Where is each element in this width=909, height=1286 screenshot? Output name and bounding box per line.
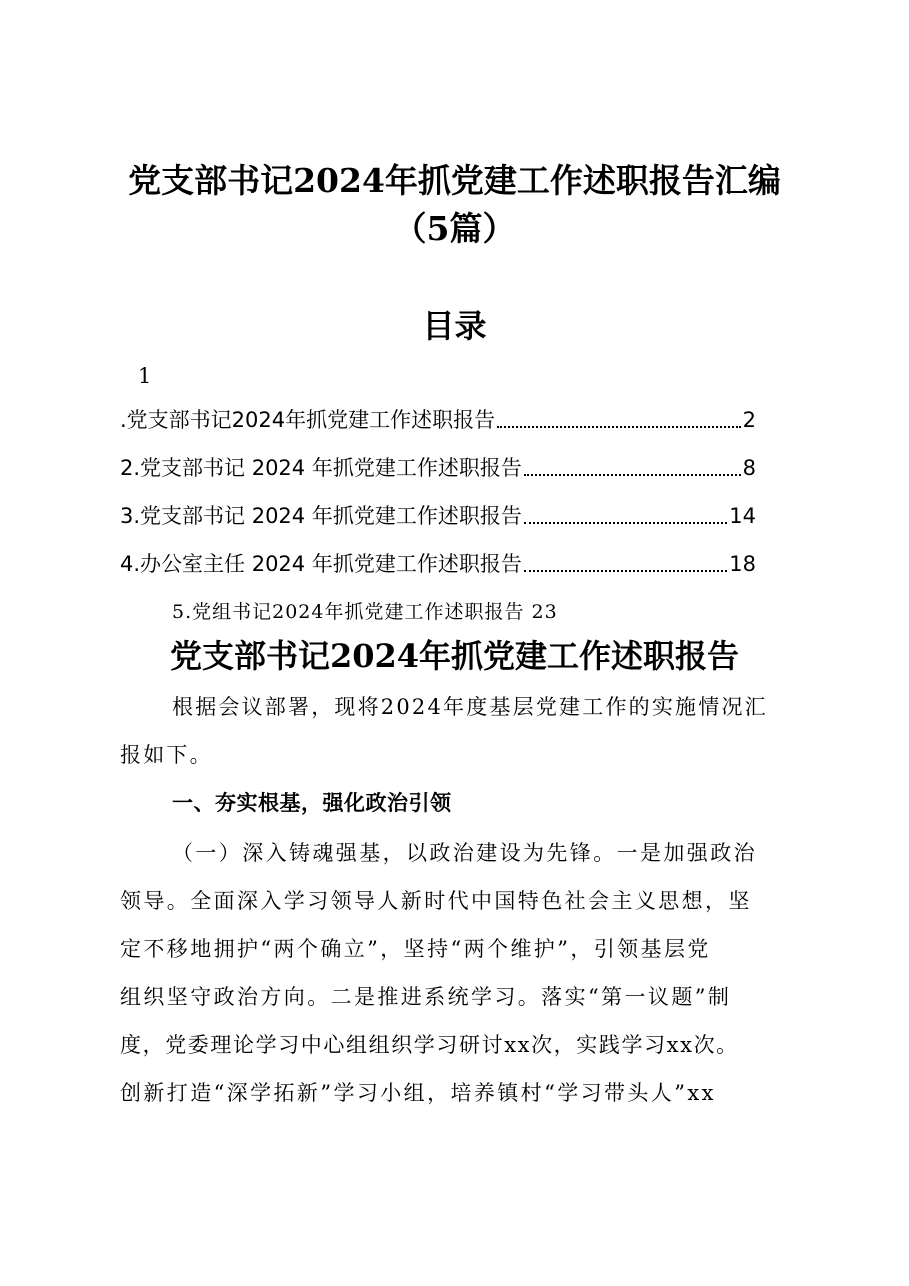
toc-entry[interactable] — [120, 453, 756, 483]
toc-entry-title: 4.办公室主任 2024 年抓党建工作述职报告 — [120, 552, 522, 576]
toc-entry[interactable] — [120, 501, 756, 531]
toc-entry[interactable] — [120, 549, 756, 579]
toc-first-number: 1 — [138, 364, 152, 388]
section-title: 党支部书记2024年抓党建工作述职报告 — [169, 637, 740, 675]
toc-entry-page: 14 — [729, 504, 756, 528]
body-line: 组织坚守政治方向。二是推进系统学习。落实“第一议题”制 — [120, 985, 732, 1009]
body-line: 定不移地拥护“两个确立”，坚持“两个维护”，引领基层党 — [120, 937, 711, 961]
body-line: （一）深入铸魂强基，以政治建设为先锋。一是加强政治 — [172, 841, 757, 865]
toc-entry-page: 18 — [729, 552, 756, 576]
body-line: 度，党委理论学习中心组组织学习研讨xx次，实践学习xx次。 — [120, 1033, 739, 1057]
toc-heading: 目录 — [422, 307, 487, 345]
toc-entry[interactable] — [120, 405, 756, 435]
toc-entry-title: .党支部书记2024年抓党建工作述职报告 — [120, 408, 496, 432]
heading-level-1: 一、夯实根基，强化政治引领 — [172, 791, 452, 815]
intro-line: 根据会议部署，现将2024年度基层党建工作的实施情况汇 — [172, 695, 768, 719]
intro-line: 报如下。 — [120, 743, 213, 767]
toc-leader-dots — [524, 474, 741, 476]
toc-entry-title: 3.党支部书记 2024 年抓党建工作述职报告 — [120, 504, 522, 528]
toc-entry-page: 8 — [742, 456, 756, 480]
body-line: 创新打造“深学拓新”学习小组，培养镇村“学习带头人”xx — [120, 1081, 716, 1105]
toc-entry-title: 2.党支部书记 2024 年抓党建工作述职报告 — [120, 456, 522, 480]
body-line: 领导。全面深入学习领导人新时代中国特色社会主义思想，坚 — [120, 889, 752, 913]
toc-leader-dots — [524, 522, 727, 524]
toc-leader-dots — [497, 426, 741, 428]
toc-entry-page: 2 — [742, 408, 756, 432]
document-title: 党支部书记2024年抓党建工作述职报告汇编 — [128, 161, 781, 200]
toc-leader-dots — [524, 570, 727, 572]
document-subtitle: （5篇） — [393, 209, 516, 248]
toc-entry-5[interactable]: 5.党组书记2024年抓党建工作述职报告 23 — [172, 601, 558, 623]
